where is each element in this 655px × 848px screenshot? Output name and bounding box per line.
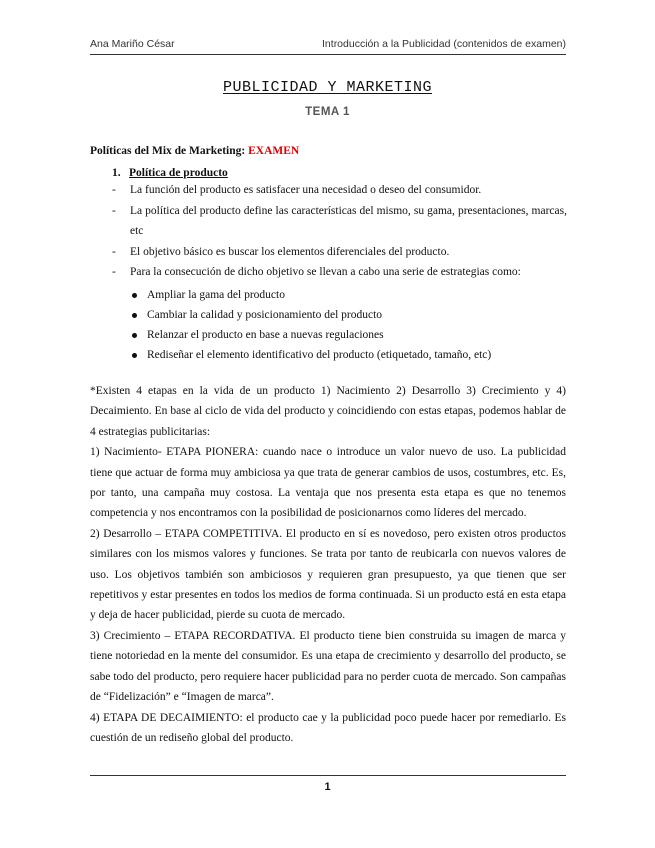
dash-item: - La política del producto define las características del mismo, su gama, presentaciones, marcas, etc: [112, 201, 567, 242]
paragraph-stage-4: 4) ETAPA DE DECAIMIENTO: el producto cae y la publicidad poco puede hacer por remediarlo. Es cuestión de un rediseño global del producto.: [90, 711, 566, 744]
bullet-item: Relanzar el producto en base a nuevas regulaciones: [130, 325, 570, 345]
dash-item: - La función del producto es satisfacer una necesidad o deseo del consumidor.: [112, 180, 567, 201]
dash-list: [112, 180, 567, 283]
paragraph-stage-2: 2) Desarrollo – ETAPA COMPETITIVA. El producto en sí es novedoso, pero existen otros productos similares con los mismos valores y funciones. Se trata por tanto de reubicarla con nuevos valores de uso. Los objetivos también son ambiciosos y requieren gran presupuesto, ya que tienen que ser repetitivos y estar presentes en todos los medios de forma continuada. Si un producto está en esta etapa y deja de hacer publicidad, pierde su cuota de mercado.: [90, 527, 566, 622]
numbered-item: [112, 167, 228, 179]
section-heading-highlight: EXAMEN: [248, 145, 300, 157]
paragraph-intro: *Existen 4 etapas en la vida de un producto 1) Nacimiento 2) Desarrollo 3) Crecimiento y 4) Decaimiento. En base al ciclo de vida del producto y coincidiendo con estas etapas, podemos hablar de 4 estrategias publicitarias:: [90, 385, 566, 438]
document-subtitle: TEMA 1: [305, 106, 350, 118]
paragraph-stage-3: 3) Crecimiento – ETAPA RECORDATIVA. El producto tiene bien construida su imagen de marca y tiene notoriedad en la mente del consumidor. Es una etapa de crecimiento y desarrollo del producto, se sabe todo del producto, pero requiere hacer publicidad para no perder cuota de mercado. Son campañas de “Fidelización” e “Imagen de marca”.: [90, 629, 566, 704]
bullet-item: Ampliar la gama del producto: [130, 285, 570, 305]
page-header: [90, 36, 566, 54]
header-author: Ana Mariño César: [90, 38, 175, 50]
page-number: 1: [324, 781, 331, 793]
paragraph-stage-1: 1) Nacimiento- ETAPA PIONERA: cuando nace o introduce un valor nuevo de uso. La publicidad tiene que actuar de forma muy ambiciosa ya que trata de generar cambios de usos, costumbres, etc. Es, por tanto, una campaña muy costosa. La ventaja que nos presenta esta etapa es que no tenemos competencia y nos encontramos con la posibilidad de posicionarnos como líderes del mercado.: [90, 446, 566, 520]
numbered-item-title: Política de producto: [129, 167, 228, 179]
dash-item: - Para la consecución de dicho objetivo se llevan a cabo una serie de estrategias como:: [112, 262, 567, 283]
bullet-item: Rediseñar el elemento identificativo del producto (etiquetado, tamaño, etc): [130, 345, 570, 365]
section-heading-text: Políticas del Mix de Marketing:: [90, 145, 249, 157]
footer-divider: [90, 775, 566, 776]
section-heading: [90, 145, 299, 157]
dash-item: - El objetivo básico es buscar los elementos diferenciales del producto.: [112, 242, 567, 263]
header-divider: [90, 54, 566, 55]
numbered-item-label: 1.: [112, 167, 121, 179]
header-course-title: Introducción a la Publicidad (contenidos de examen): [322, 38, 566, 50]
document-title: PUBLICIDAD Y MARKETING: [222, 79, 433, 96]
body-text: [90, 381, 566, 748]
bullet-item: Cambiar la calidad y posicionamiento del producto: [130, 305, 570, 325]
bullet-list: [130, 285, 570, 365]
